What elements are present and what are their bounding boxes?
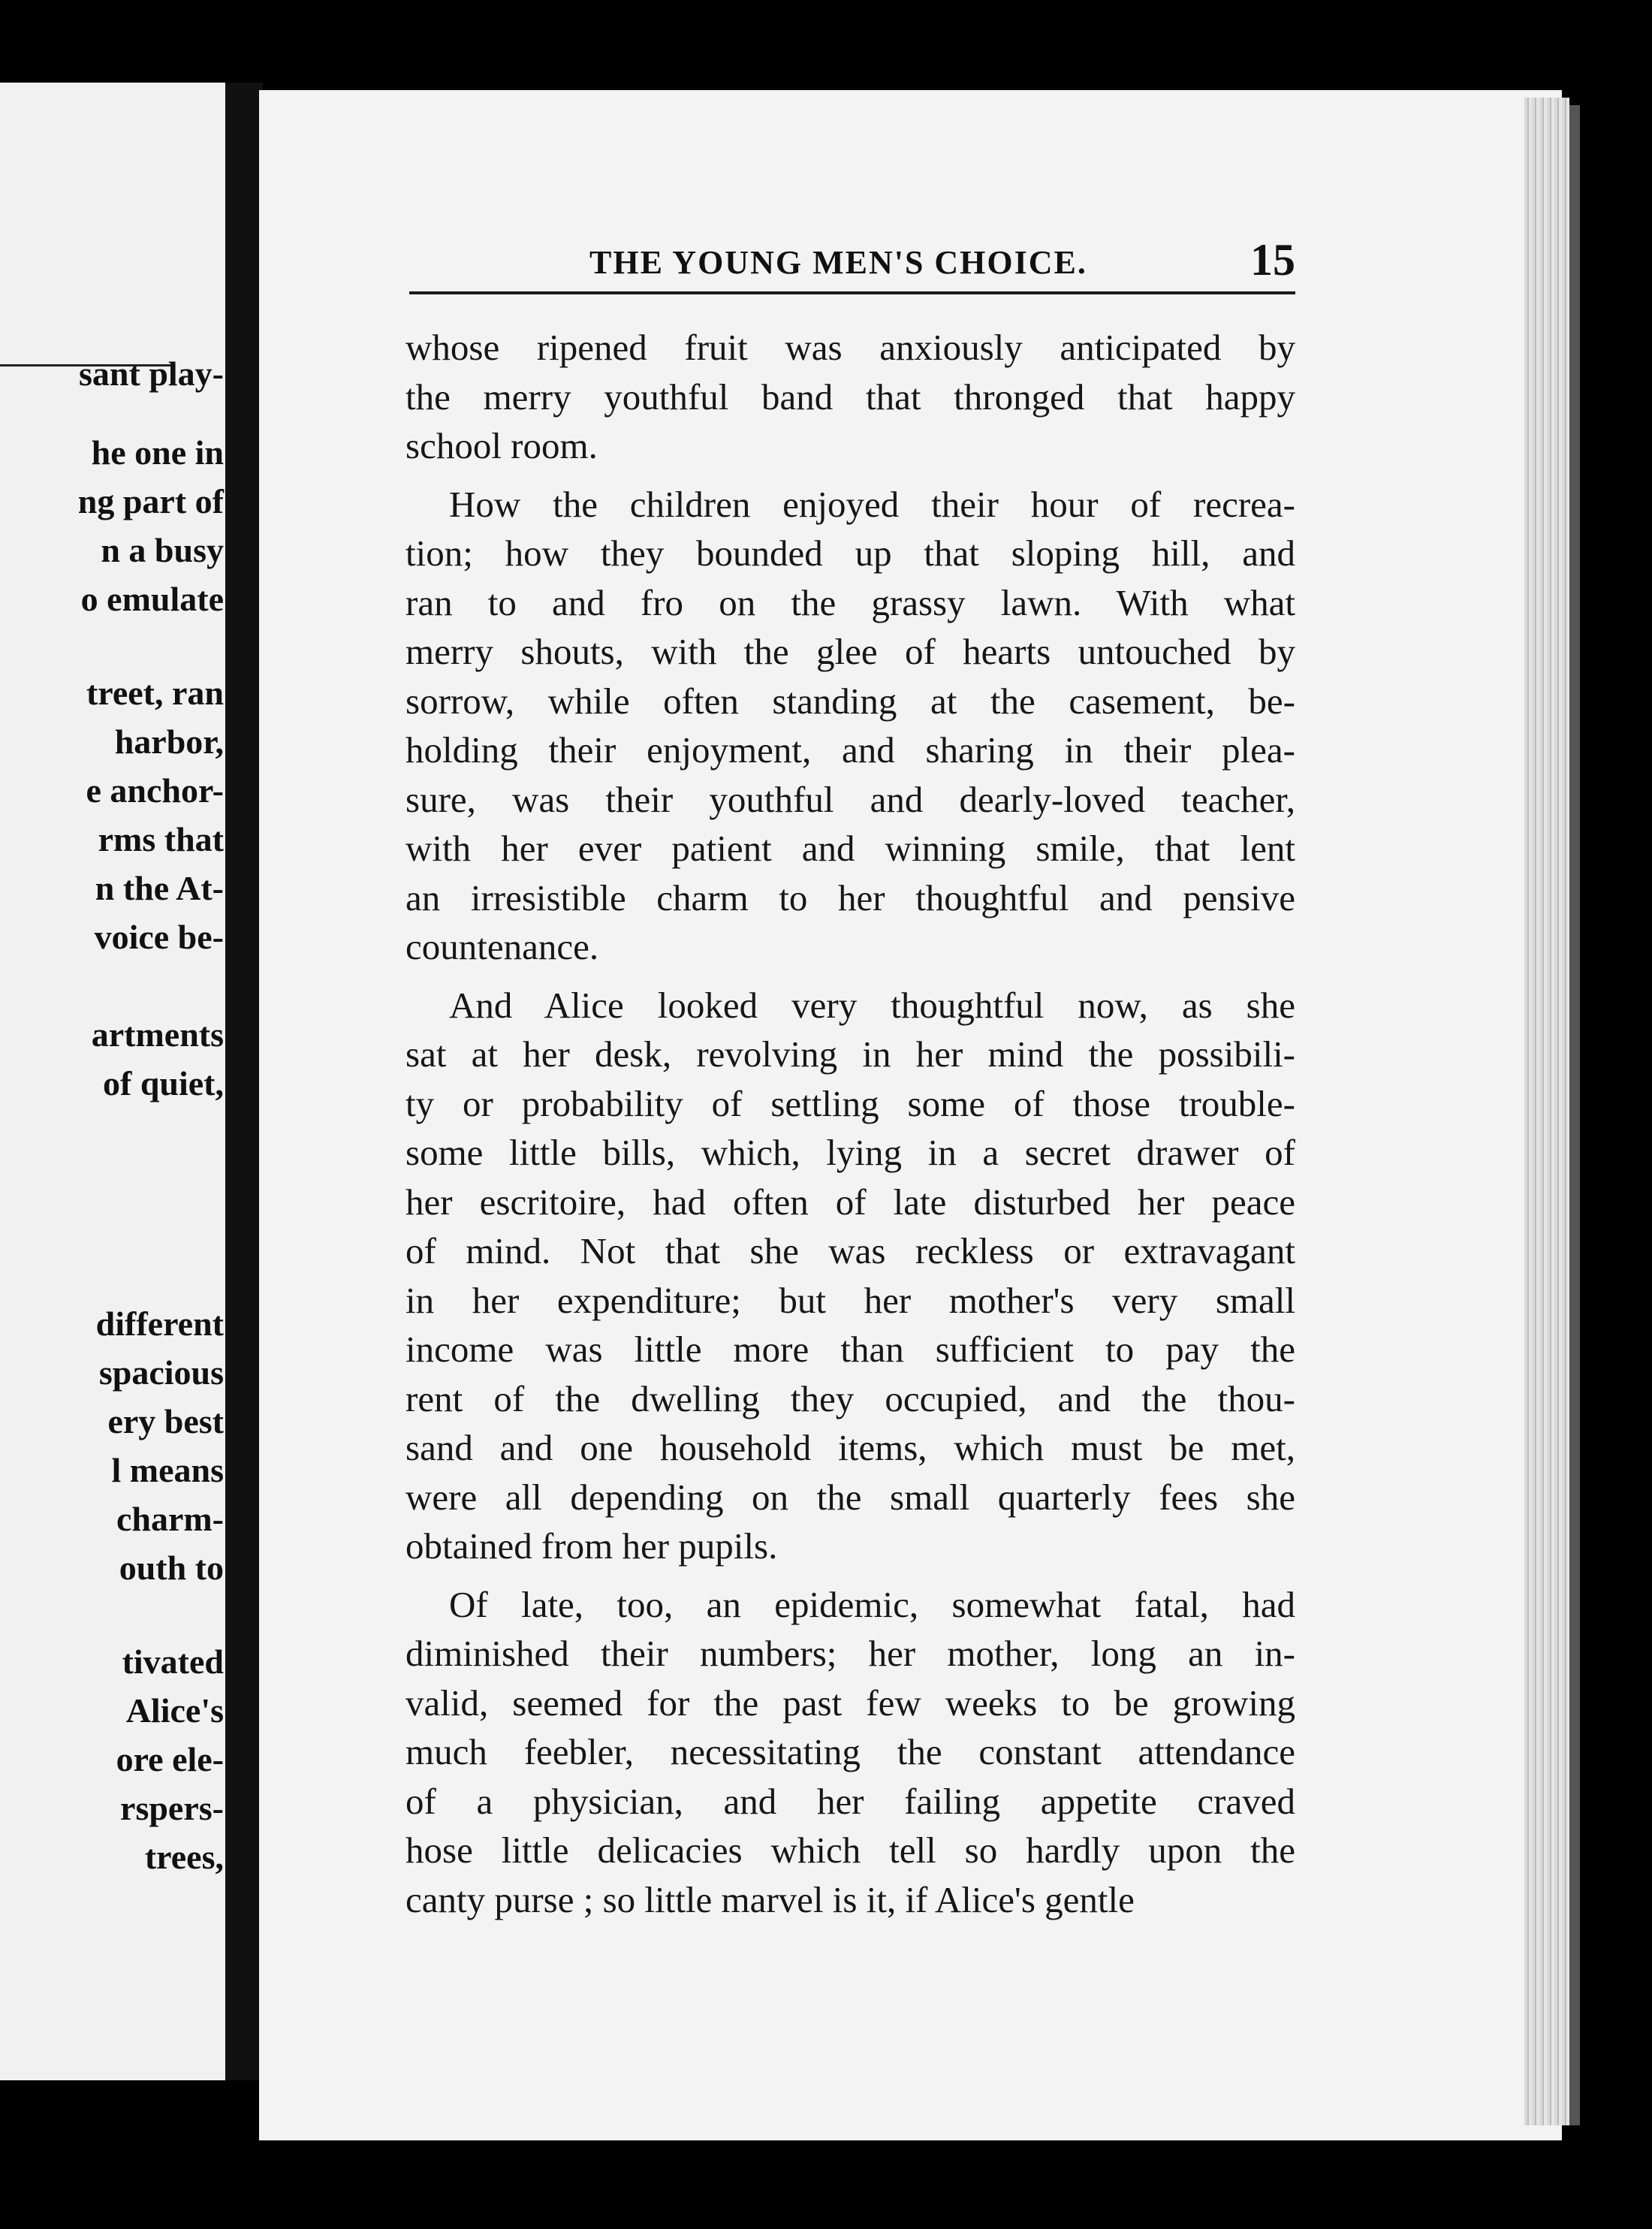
text-line: of mind. Not that she was reckless or extravagant — [405, 1230, 1295, 1271]
text-line: countenance. — [405, 926, 599, 967]
text-line: sorrow, while often standing at the casement, be- — [405, 680, 1295, 722]
text-line: canty purse ; so little marvel is it, if Alice's gentle — [405, 1878, 1135, 1920]
text-line: merry shouts, with the glee of hearts untouched by — [405, 631, 1295, 672]
book-cover-edge — [1569, 105, 1580, 2125]
previous-page-line: spacious — [98, 1353, 224, 1392]
text-line: holding their enjoyment, and sharing in their plea- — [405, 729, 1295, 771]
page-header — [409, 235, 1295, 291]
previous-page-line: n the At- — [95, 869, 224, 907]
text-line: the merry youthful band that thronged that happy — [405, 376, 1295, 418]
previous-page-line: e anchor- — [86, 771, 224, 810]
text-line: ran to and fro on the grassy lawn. With what — [405, 581, 1295, 623]
paragraph-gap — [405, 972, 1295, 981]
text-line: school room. — [405, 425, 598, 466]
previous-page-line: charm- — [116, 1500, 224, 1538]
previous-page-line: harbor, — [114, 722, 224, 761]
previous-page-line: ery best — [107, 1402, 224, 1440]
previous-page-line: n a busy — [101, 531, 224, 569]
paragraph — [405, 981, 1295, 1571]
text-line: income was little more than sufficient to pay the — [405, 1329, 1295, 1370]
text-line: were all depending on the small quarterly fees she — [405, 1476, 1295, 1518]
text-line: diminished their numbers; her mother, long an in- — [405, 1633, 1295, 1674]
text-line: valid, seemed for the past few weeks to be growing — [405, 1682, 1295, 1724]
previous-page-line: tivated — [122, 1642, 224, 1681]
previous-page-line: artments — [91, 1015, 224, 1054]
previous-page-line: ore ele- — [116, 1740, 224, 1778]
header-rule — [409, 291, 1295, 294]
page-edges — [1524, 98, 1569, 2125]
text-line: in her expenditure; but her mother's very small — [405, 1279, 1295, 1321]
previous-page-line: rspers- — [120, 1789, 224, 1827]
text-line: tion; how they bounded up that sloping hill, and — [405, 532, 1295, 574]
previous-page-line: ng part of — [77, 482, 224, 520]
previous-page-line: rms that — [98, 820, 224, 858]
previous-page-line: Alice's — [125, 1691, 224, 1730]
text-line: And Alice looked very thoughtful now, as she — [449, 984, 1295, 1026]
previous-page-line: l means — [111, 1451, 224, 1489]
previous-page-line: o emulate — [80, 580, 224, 618]
previous-page-line: he one in — [91, 433, 224, 472]
text-line: sand and one household items, which must be met, — [405, 1427, 1295, 1468]
previous-page-line: sant play- — [79, 354, 224, 393]
text-line: of a physician, and her failing appetite craved — [405, 1780, 1295, 1822]
paragraph — [405, 323, 1295, 471]
previous-page-line: treet, ran — [86, 674, 224, 712]
book-gutter — [225, 83, 263, 2080]
text-line: her escritoire, had often of late disturbed her peace — [405, 1181, 1295, 1223]
running-title: THE YOUNG MEN'S CHOICE. — [589, 244, 1087, 281]
text-line: hose little delicacies which tell so hardly upon the — [405, 1829, 1295, 1871]
text-line: How the children enjoyed their hour of recrea- — [449, 483, 1295, 525]
paragraph — [405, 480, 1295, 972]
text-line: whose ripened fruit was anxiously anticipated by — [405, 327, 1295, 368]
text-line: an irresistible charm to her thoughtful and pensive — [405, 876, 1295, 918]
previous-page-line: of quiet, — [103, 1064, 224, 1102]
text-line: much feebler, necessitating the constant attendance — [405, 1731, 1295, 1772]
page-number: 15 — [1250, 235, 1295, 285]
text-line: some little bills, which, lying in a secret drawer of — [405, 1132, 1295, 1173]
paragraph-gap — [405, 471, 1295, 480]
paragraph-gap — [405, 1571, 1295, 1580]
previous-page-line: different — [95, 1305, 224, 1343]
text-line: sat at her desk, revolving in her mind the possibili- — [405, 1033, 1295, 1075]
text-line: with her ever patient and winning smile, that lent — [405, 828, 1295, 869]
text-line: sure, was their youthful and dearly-loved teacher, — [405, 778, 1295, 820]
text-line: rent of the dwelling they occupied, and the thou- — [405, 1377, 1295, 1419]
previous-page-line: outh to — [119, 1549, 224, 1587]
previous-page-fragment — [0, 83, 233, 2080]
body-text — [405, 323, 1295, 1924]
paragraph — [405, 1580, 1295, 1925]
text-line: ty or probability of settling some of those trouble- — [405, 1082, 1295, 1124]
previous-page-line: trees, — [144, 1838, 224, 1876]
text-line: Of late, too, an epidemic, somewhat fatal, had — [449, 1583, 1295, 1625]
text-line: obtained from her pupils. — [405, 1525, 778, 1567]
previous-page-line: voice be- — [94, 918, 224, 956]
